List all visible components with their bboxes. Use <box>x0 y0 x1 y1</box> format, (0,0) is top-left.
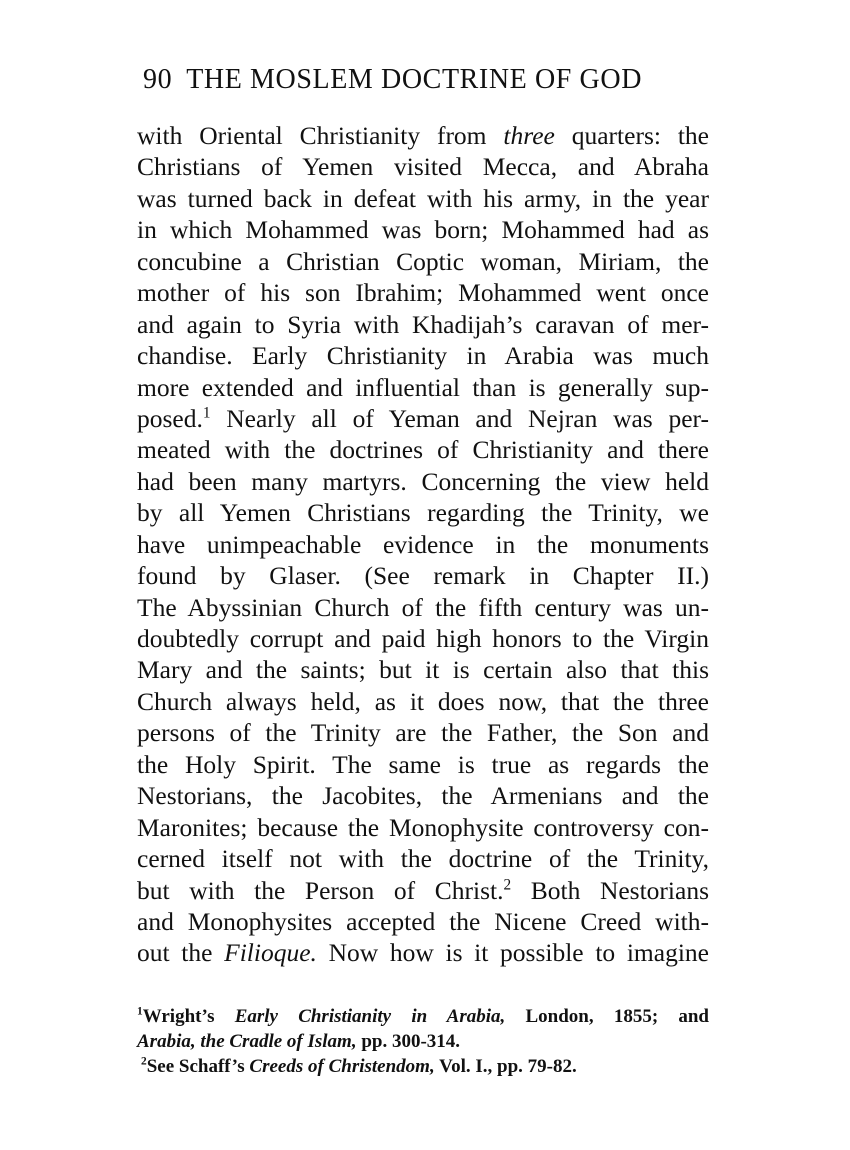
footnote-1-marker: 1 <box>137 1005 143 1018</box>
text-line-26: and Monophysites accepted the Nicene Creed with- <box>137 906 709 936</box>
running-head <box>143 64 713 96</box>
footnote-1-line-2: Arabia, the Cradle of Islam, pp. 300-314. <box>137 1031 461 1052</box>
text-line-19: Church always held, as it does now, that the three <box>137 686 709 716</box>
text-line-24: cerned itself not with the doctrine of the Trinity, <box>137 844 709 874</box>
text-line-27: out the Filioque. Now how is it possible to imagine <box>137 938 709 968</box>
text-line-2: Christians of Yemen visited Mecca, and Abraha <box>137 152 709 182</box>
text-line-20: persons of the Trinity are the Father, the Son and <box>137 718 709 748</box>
text-line-15: found by Glaser. (See remark in Chapter II.) <box>137 561 709 591</box>
footnote-ref-1: 1 <box>202 404 211 422</box>
text-line-25: but with the Person of Christ.$^2$ Both Nestorians <box>137 875 710 905</box>
text-line-21: the Holy Spirit. The same is true as regards the <box>137 749 709 779</box>
footnotes <box>137 1004 709 1079</box>
text-line-4: in which Mohammed was born; Mohammed had as <box>137 215 709 245</box>
text-line-22: Nestorians, the Jacobites, the Armenians and the <box>137 781 709 811</box>
text-line-1: with Oriental Christianity from three quarters: the <box>137 121 709 150</box>
page-number: 90 <box>143 64 173 95</box>
footnote-2-line-1: $^2$See Schaff’s Creeds of Christendom, Vol. I., pp. 79-82. <box>141 1055 577 1077</box>
text-line-13: by all Yemen Christians regarding the Trinity, we <box>137 498 709 528</box>
text-line-9: more extended and influential than is generally sup- <box>137 372 709 402</box>
footnote-2-marker: 2 <box>141 1055 147 1068</box>
text-line-5: concubine a Christian Coptic woman, Miriam, the <box>137 246 709 276</box>
footnote-1-line-1: $^1$Wright’s Early Christianity in Arabia, London, 1855; and <box>137 1005 710 1027</box>
text-line-10: posed.$^1$ Nearly all of Yeman and Nejran was per- <box>137 403 709 433</box>
running-title: THE MOSLEM DOCTRINE OF GOD <box>186 64 643 95</box>
text-line-16: The Abyssinian Church of the fifth century was un- <box>137 592 709 622</box>
footnote-ref-2: 2 <box>503 876 512 893</box>
text-line-23: Maronites; because the Monophysite controversy con- <box>137 812 709 842</box>
text-line-11: meated with the doctrines of Christianity and there <box>137 435 709 465</box>
body-text <box>137 120 709 969</box>
text-line-7: and again to Syria with Khadijah’s caravan of mer- <box>137 309 709 339</box>
text-line-8: chandise. Early Christianity in Arabia was much <box>137 341 709 371</box>
text-line-14: have unimpeachable evidence in the monuments <box>137 529 709 559</box>
text-line-12: had been many martyrs. Concerning the view held <box>137 466 709 496</box>
text-line-18: Mary and the saints; but it is certain also that this <box>137 655 709 685</box>
text-line-3: was turned back in defeat with his army, in the year <box>137 183 709 213</box>
text-line-6: mother of his son Ibrahim; Mohammed went once <box>137 278 709 308</box>
text-line-17: doubtedly corrupt and paid high honors to the Virgin <box>137 624 709 653</box>
